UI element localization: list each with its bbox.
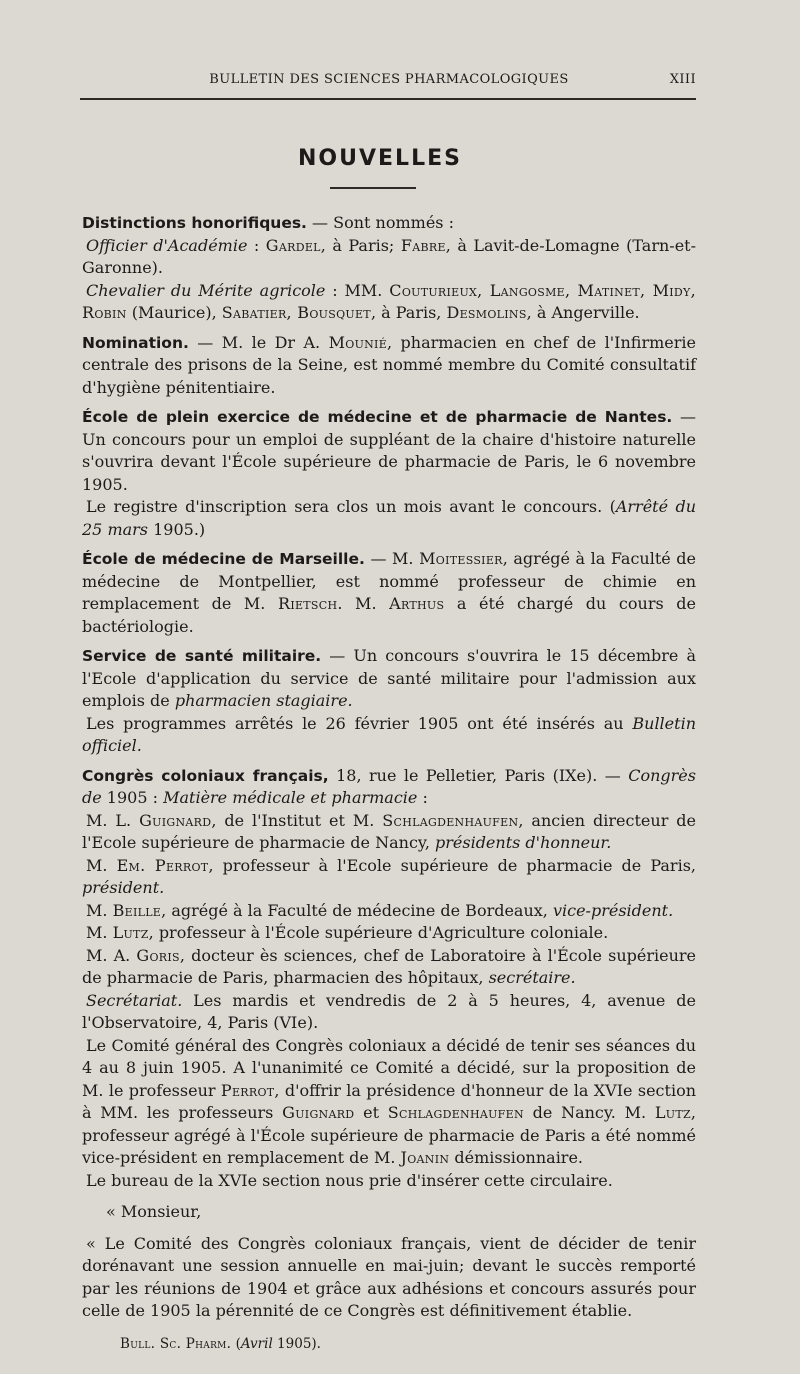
running-title: BULLETIN DES SCIENCES PHARMACOLOGIQUES	[209, 72, 569, 87]
text: (Maurice),	[126, 303, 222, 322]
italic-text: Chevalier du Mérite agricole	[86, 280, 326, 300]
text: (	[231, 1335, 241, 1352]
section-heading: École de médecine de Marseille.	[82, 550, 365, 568]
person-name: Schlagdenhaufen	[382, 810, 519, 830]
person-name: Desmolins	[446, 303, 527, 322]
person-name: Fabre	[400, 235, 446, 255]
congres-p5	[82, 945, 696, 990]
nantes-paragraph-2	[82, 496, 696, 541]
text: . M.	[337, 594, 390, 613]
footer-citation	[82, 1333, 696, 1356]
text: M.	[86, 900, 113, 920]
text: — M.	[364, 549, 420, 568]
italic-text: Officier d'Académie	[86, 235, 248, 255]
text: , professeur à l'Ecole supérieure de pharmacie de Paris,	[208, 855, 696, 875]
italic-text: Avril	[240, 1335, 273, 1352]
congres-p10: « Le Comité des Congrès coloniaux français, vient de décider de tenir dorénavant une session annuelle en mai-juin; devant le succès remporté par les réunions de 1904 et grâce aux adhésions et concours assurés pour celle de 1905 la pérennité de ce Congrès est définitivement établie.	[82, 1233, 696, 1320]
nantes-paragraph	[82, 406, 696, 496]
section-heading: Nomination.	[82, 333, 189, 352]
text: 1905).	[272, 1335, 321, 1352]
congres-p1	[82, 810, 696, 855]
congres-p3	[82, 900, 696, 923]
text: , ancien directeur de l'Ecole supérieure de pharmacie de Nancy,	[82, 810, 696, 852]
text: M. L.	[86, 810, 140, 830]
distinctions-paragraph	[82, 212, 696, 235]
person-name: Arthus	[389, 594, 445, 613]
text: Les mardis et vendredis de 2 à 5 heures, 4, avenue de l'Observatoire, 4, Paris (VIe).	[82, 990, 696, 1032]
text: , à Paris,	[370, 303, 447, 322]
italic-text: secrétaire.	[488, 968, 576, 987]
text: M.	[86, 855, 117, 875]
italic-text: président.	[82, 878, 165, 897]
text: démissionnaire.	[449, 1148, 584, 1167]
person-name: Joanin	[400, 1148, 450, 1167]
journal-abbrev: Bull. Sc. Pharm.	[120, 1335, 232, 1352]
text: M. A.	[86, 945, 137, 965]
article-body	[82, 212, 696, 1355]
section-heading: Distinctions honorifiques.	[82, 214, 307, 232]
text: : MM.	[325, 280, 390, 300]
text: :	[247, 235, 266, 255]
marseille-paragraph	[82, 548, 696, 638]
section-heading: Service de santé militaire.	[82, 647, 322, 665]
person-name: Mounié	[328, 332, 388, 352]
congres-paragraph	[82, 765, 696, 810]
text: 1905.)	[148, 519, 206, 539]
person-name: Guignard	[139, 810, 212, 830]
person-name: Rietsch	[277, 594, 338, 613]
text: Le Comité général des Congrès coloniaux a décidé de tenir ses séances du 4 au 8 juin 1905. A l'unanimité ce Comité a décidé, sur la proposition de M. le professeur	[82, 1035, 696, 1100]
italic-text: Arrêté du 25 mars	[82, 497, 696, 539]
italic-text: vice-président.	[552, 900, 674, 920]
person-name: Perrot	[220, 1080, 275, 1100]
italic-text: Bulletin officiel.	[82, 713, 696, 755]
person-name: Beille	[112, 900, 162, 920]
congres-p8: Le bureau de la XVIe section nous prie d'insérer cette circulaire.	[86, 1170, 613, 1190]
text: Les programmes arrêtés le 26 février 1905 ont été insérés au	[86, 713, 633, 733]
text: , professeur agrégé à l'École supérieure de pharmacie de Paris a été nommé vice-président en remplacement de M.	[82, 1103, 697, 1167]
congres-p4	[82, 922, 696, 945]
person-name: Em. Perrot	[116, 855, 209, 875]
text: — Sont nommés :	[306, 213, 454, 232]
text: 1905 :	[101, 788, 164, 807]
text: , à Lavit-de-Lomagne (Tarn-et-Garonne).	[82, 235, 697, 277]
text: , à Paris;	[320, 235, 401, 255]
text: , professeur à l'École supérieure d'Agriculture coloniale.	[148, 923, 609, 942]
text: et	[354, 1103, 388, 1122]
person-name: Lutz	[654, 1103, 691, 1122]
text: a été chargé du cours de bactériologie.	[82, 594, 696, 636]
person-name: Lutz	[112, 923, 149, 942]
text: , à Angerville.	[526, 303, 640, 322]
text: , pharmacien en chef de l'Infirmerie centrale des prisons de la Seine, est nommé membre du Comité consultatif d'hygiène pénitentiaire.	[82, 332, 696, 397]
text: , agrégé à la Faculté de médecine de Bordeaux,	[161, 900, 553, 920]
nomination-paragraph	[82, 332, 696, 400]
section-heading: École de plein exercice de médecine et de pharmacie de Nantes.	[82, 408, 673, 426]
running-header	[82, 70, 696, 92]
italic-text: Congrès de	[82, 765, 696, 807]
congres-p2	[82, 855, 696, 900]
title-rule	[330, 187, 416, 189]
militaire-paragraph	[82, 645, 696, 713]
text: Le registre d'inscription sera clos un mois avant le concours. (	[86, 497, 616, 516]
text: de Nancy. M.	[523, 1103, 655, 1122]
text: , agrégé à la Faculté de médecine de Montpellier, est nommé professeur de chimie en remplacement de M.	[82, 549, 696, 613]
text: M.	[86, 923, 113, 942]
person-name: Goris	[136, 945, 180, 965]
congres-p6	[82, 990, 696, 1035]
text: — Un concours s'ouvrira le 15 décembre à l'Ecole d'application du service de santé militaire pour l'admission aux emplois de	[82, 646, 696, 710]
italic-text: Secrétariat.	[86, 990, 183, 1010]
italic-text: présidents d'honneur.	[435, 833, 612, 852]
text: — Un concours pour un emploi de suppléant de la chaire d'histoire naturelle s'ouvrira devant l'École supérieure de pharmacie de Paris, le 6 novembre 1905.	[82, 407, 696, 494]
person-name: Moitessier	[419, 549, 503, 568]
person-name: Schlagdenhaufen	[387, 1103, 524, 1122]
congres-p7	[82, 1035, 696, 1170]
text: :	[417, 788, 428, 807]
page-title: NOUVELLES	[298, 146, 462, 171]
person-name: Gardel	[265, 235, 321, 255]
person-name: Sabatier, Bousquet	[221, 303, 371, 322]
text: , docteur ès sciences, chef de Laboratoire à l'École supérieure de pharmacie de Paris, pharmacien des hôpitaux,	[82, 945, 697, 987]
page-number: XIII	[669, 72, 696, 87]
militaire-paragraph-2	[82, 713, 696, 758]
person-name: Couturieux, Langosme, Matinet, Midy, Robin	[82, 280, 697, 322]
italic-text: Matière médicale et pharmacie	[163, 788, 418, 807]
italic-text: pharmacien stagiaire.	[174, 691, 353, 710]
officier-paragraph	[82, 235, 696, 280]
chevalier-paragraph	[82, 280, 696, 325]
congres-p9: « Monsieur,	[106, 1202, 202, 1221]
text: 18, rue le Pelletier, Paris (IXe). —	[328, 765, 629, 785]
text: — M. le Dr A.	[188, 332, 329, 352]
section-heading: Congrès coloniaux français,	[82, 766, 329, 785]
text: , de l'Institut et M.	[211, 810, 383, 830]
text: , d'offrir la présidence d'honneur de la XVIe section à MM. les professeurs	[82, 1080, 697, 1122]
person-name: Guignard	[282, 1103, 355, 1122]
header-rule	[80, 98, 696, 100]
